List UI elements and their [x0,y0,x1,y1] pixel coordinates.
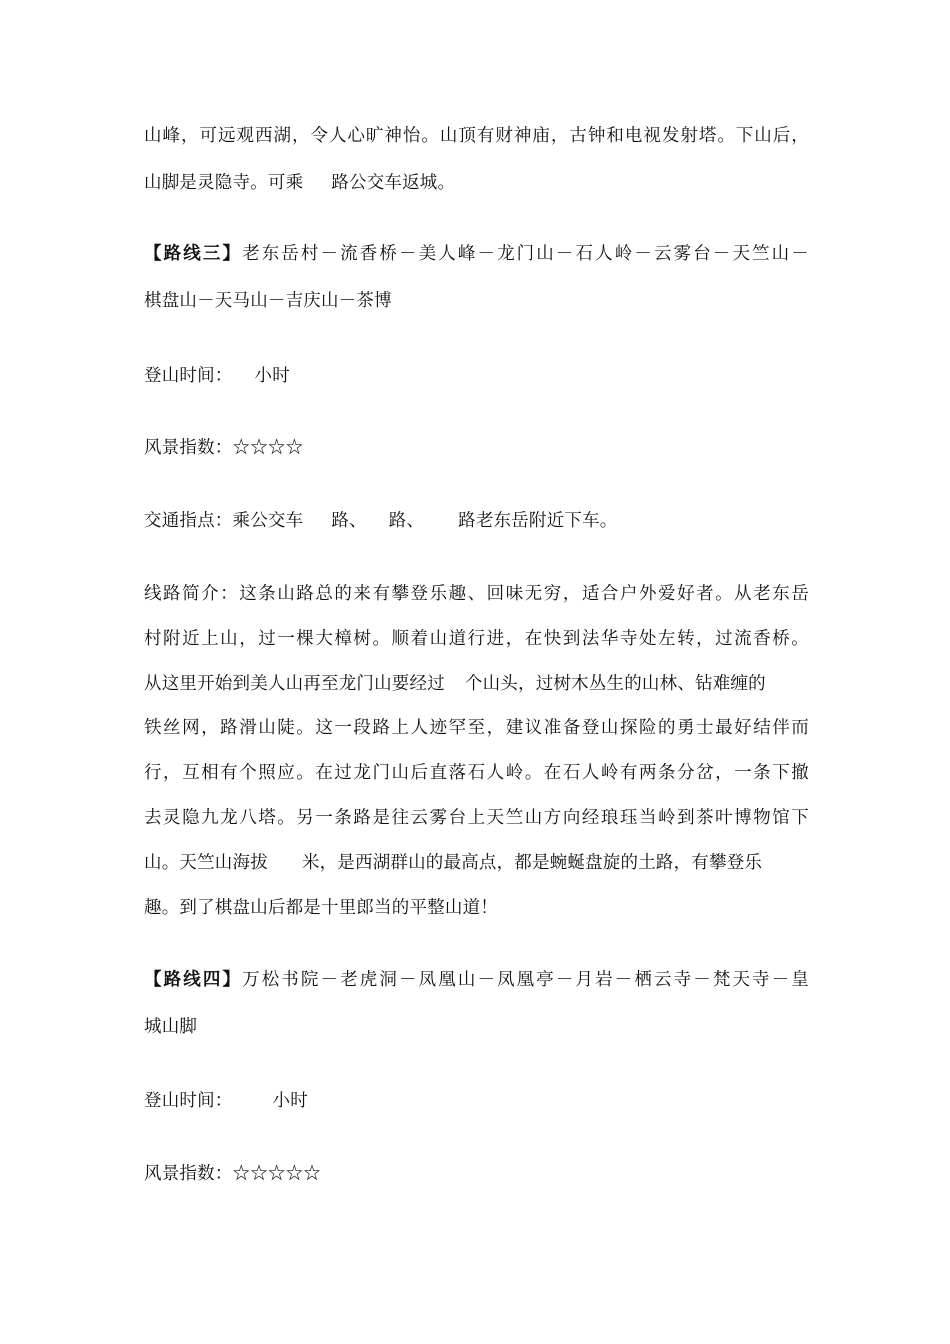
route3-scenery [144,436,809,460]
route3-time-unit: 小时 [254,366,290,386]
route4-path-1: 万松书院－老虎洞－凤凰山－凤凰亭－月岩－栖云寺－梵天寺－皇 [242,970,809,990]
route3-traffic-b: 路、 [331,511,367,531]
route4-heading-line-2: 城山脚 [144,1017,198,1037]
route3-intro-line: 趣。到了棋盘山后都是十里郎当的平整山道！ [144,898,498,918]
route3-traffic-label: 交通指点： [144,511,233,531]
route4-time [144,1089,809,1113]
route3-intro-line-3b: 个山头，过树木丛生的山林、钻难缠的 [464,674,766,694]
route3-traffic-d: 路老东岳附近下车。 [458,511,618,531]
route3-traffic-c: 路、 [388,511,425,531]
route4-tag: 【路线四】 [144,970,243,990]
route3-intro-line-8a: 山。天竺山海拔 [144,853,268,873]
route4-scenery-stars: ☆☆☆☆☆ [232,1164,321,1184]
route3-intro-line-8 [144,851,809,875]
route3-traffic [144,509,809,533]
route3-intro-line: 铁丝网，路滑山陡。这一段路上人迹罕至，建议准备登山探险的勇士最好结伴而 [144,718,809,738]
route4-scenery-label: 风景指数： [144,1164,233,1184]
intro-line-1: 山峰，可远观西湖，令人心旷神怡。山顶有财神庙，古钟和电视发射塔。下山后， [144,126,809,146]
intro-line-2b: 路公交车返城。 [331,173,456,193]
route3-time [144,364,809,388]
intro-line-2a: 山脚是灵隐寺。可乘 [144,173,304,193]
route3-scenery-label: 风景指数： [144,438,233,458]
route4-time-label: 登山时间： [144,1091,233,1111]
route3-tag: 【路线三】 [144,244,243,264]
route3-heading-line-1 [144,242,809,266]
route3-intro-line-8b: 米，是西湖群山的最高点，都是蜿蜒盘旋的土路，有攀登乐 [301,853,763,873]
route4-time-unit: 小时 [272,1091,308,1111]
route4-heading-line-1 [144,968,809,992]
route3-intro-line: 行，互相有个照应。在过龙门山后直落石人岭。在石人岭有两条分岔，一条下撤 [144,763,809,783]
intro-line-2 [144,171,809,195]
route3-heading-line-2: 棋盘山－天马山－吉庆山－茶博 [144,291,392,311]
route3-intro-line-3 [144,672,809,696]
route3-intro-line: 线路简介：这条山路总的来有攀登乐趣、回味无穷，适合户外爱好者。从老东岳 [144,584,809,604]
route4-scenery [144,1162,809,1186]
route3-path-1: 老东岳村－流香桥－美人峰－龙门山－石人岭－云雾台－天竺山－ [242,244,809,264]
route3-time-label: 登山时间： [144,366,233,386]
route3-intro-line-3a: 从这里开始到美人山再至龙门山要经过 [144,674,445,694]
route3-intro-line: 去灵隐九龙八塔。另一条路是往云雾台上天竺山方向经琅珏当岭到茶叶博物馆下 [144,808,809,828]
route3-traffic-a: 乘公交车 [232,511,304,531]
route3-scenery-stars: ☆☆☆☆ [232,438,304,458]
route3-intro-line: 村附近上山，过一棵大樟树。顺着山道行进，在快到法华寺处左转，过流香桥。 [144,629,809,649]
